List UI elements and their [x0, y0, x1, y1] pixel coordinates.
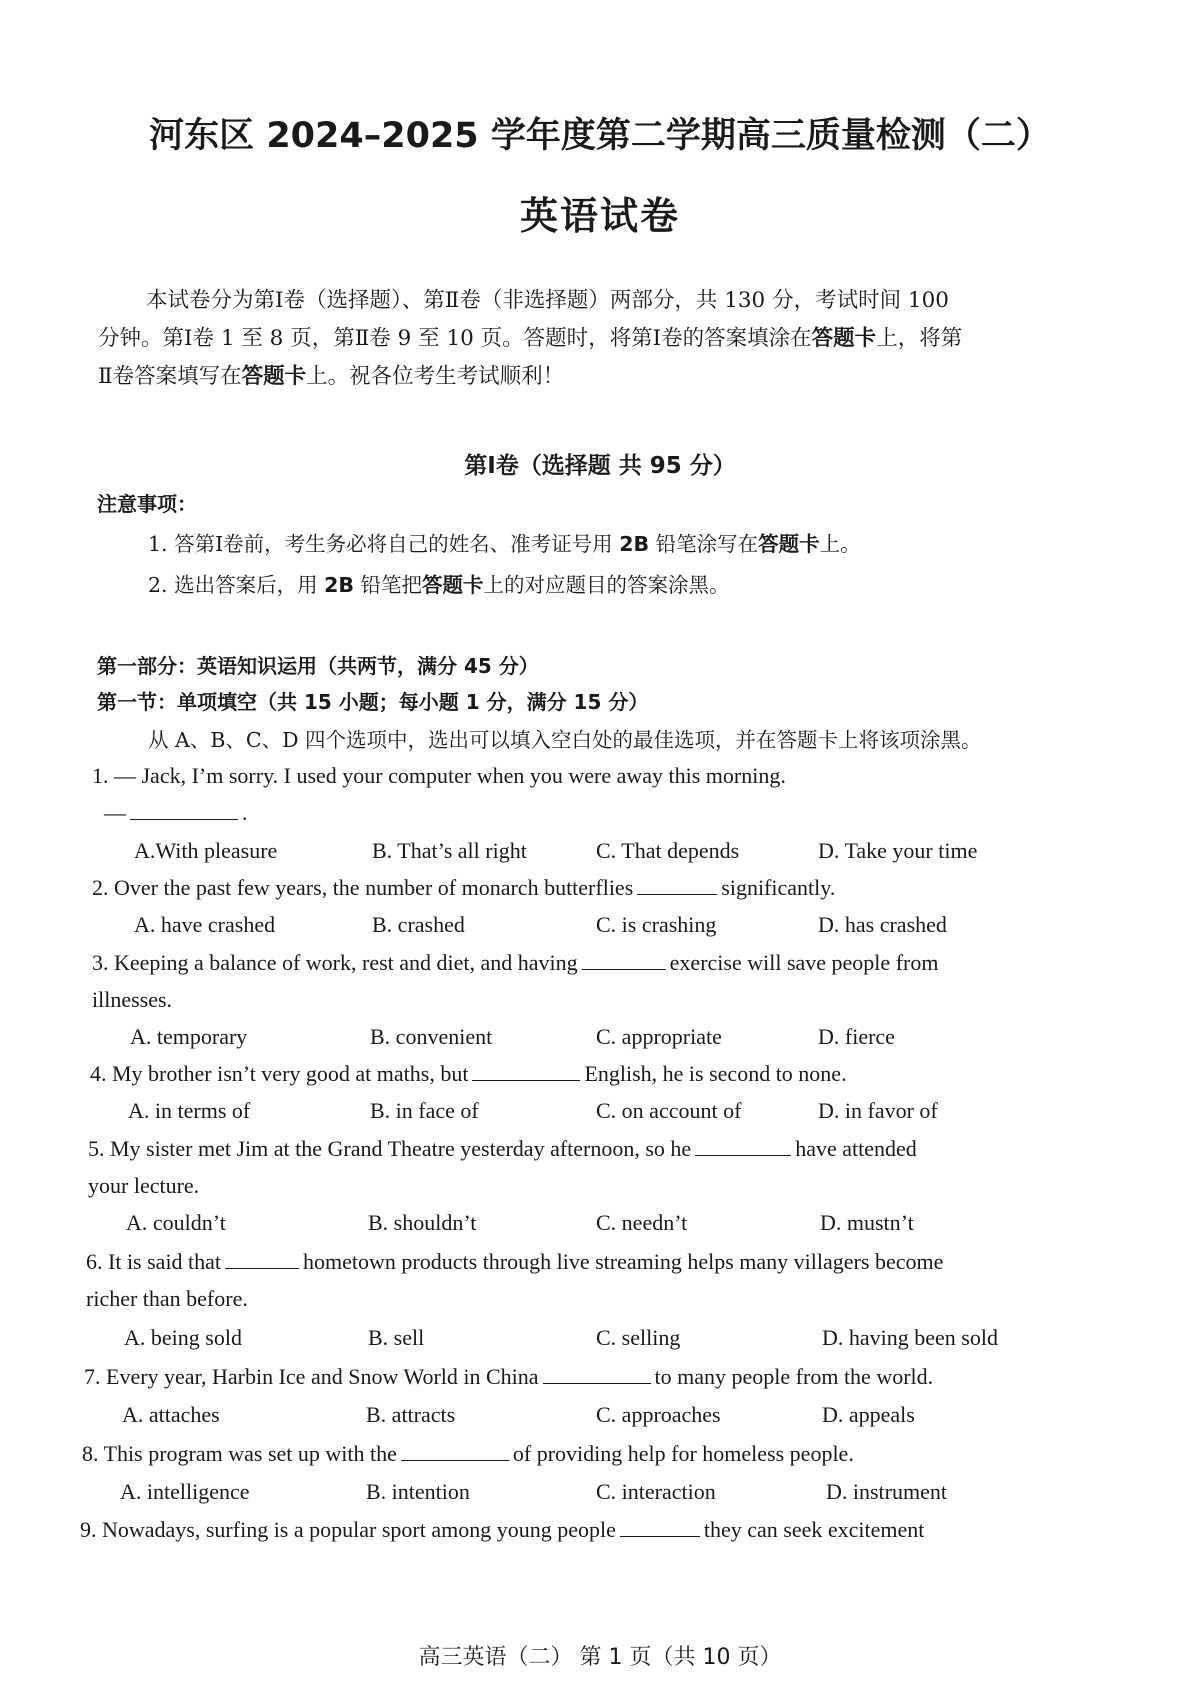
question-5-stem — [88, 1136, 917, 1162]
notice-bold: 2B — [619, 532, 650, 556]
answer-blank — [472, 1062, 580, 1081]
question-1-response — [104, 800, 248, 826]
notice-item-1 — [148, 527, 861, 557]
option-b: B. attracts — [366, 1402, 456, 1427]
option-a: A.With pleasure — [134, 838, 278, 863]
question-3-stem — [92, 950, 938, 976]
answer-blank — [695, 1137, 791, 1156]
option-a: A. temporary — [130, 1024, 248, 1049]
option-a: A. attaches — [122, 1402, 220, 1427]
answer-blank — [620, 1518, 700, 1537]
option-b: B. convenient — [370, 1024, 493, 1049]
intro-line-3 — [98, 358, 1108, 396]
option-a: A. in terms of — [128, 1098, 251, 1123]
notice-bold: 答题卡 — [422, 573, 484, 597]
option-b: B. crashed — [372, 912, 465, 937]
option-a: A. intelligence — [120, 1479, 250, 1504]
stem-text: English, he is second to none. — [584, 1061, 847, 1086]
stem-text: hometown products through live streaming helps many villagers become — [303, 1249, 944, 1274]
stem-text: have attended — [795, 1136, 917, 1161]
notice-text: 1. 答第Ⅰ卷前，考生务必将自己的姓名、准考证号用 — [148, 532, 620, 556]
question-4-stem — [90, 1061, 847, 1087]
instruction: 从 A、B、C、D 四个选项中，选出可以填入空白处的最佳选项，并在答题卡上将该项涂黑。 — [148, 728, 982, 752]
question-1-stem: 1. — Jack, I’m sorry. I used your computer when you were away this morning. — [92, 763, 786, 788]
stem-text: to many people from the world. — [654, 1364, 934, 1389]
option-c: C. selling — [596, 1325, 681, 1350]
period: . — [242, 800, 248, 825]
option-c: C. interaction — [596, 1479, 716, 1504]
option-a: A. have crashed — [134, 912, 276, 937]
notice-text: 2. 选出答案后，用 — [148, 573, 325, 597]
page-footer: 高三英语（二） 第 1 页（共 10 页） — [418, 1645, 782, 1670]
intro-text: 上，将第 — [876, 326, 963, 351]
stem-text: 3. Keeping a balance of work, rest and diet, and having — [92, 950, 578, 975]
option-d: D. in favor of — [818, 1098, 938, 1123]
answer-blank — [582, 951, 666, 970]
question-6-stem — [86, 1249, 943, 1275]
option-c: C. approaches — [596, 1402, 721, 1427]
notice-item-2 — [148, 568, 730, 598]
option-b: B. intention — [366, 1479, 470, 1504]
question-3-stem-cont: illnesses. — [92, 987, 173, 1012]
intro-bold-answer-card: 答题卡 — [811, 326, 877, 351]
option-c: C. That depends — [596, 838, 740, 863]
question-9-stem — [80, 1517, 924, 1543]
intro-line-1: 本试卷分为第Ⅰ卷（选择题）、第Ⅱ卷（非选择题）两部分，共 130 分，考试时间 100 — [146, 288, 949, 313]
option-b: B. That’s all right — [372, 838, 527, 863]
stem-text: 8. This program was set up with the — [82, 1441, 397, 1466]
question-6-stem-cont: richer than before. — [86, 1286, 248, 1311]
notice-text: 铅笔涂写在 — [649, 532, 759, 556]
option-a: A. couldn’t — [126, 1210, 226, 1235]
answer-blank — [543, 1365, 651, 1384]
notice-bold: 答题卡 — [758, 532, 820, 556]
option-d: D. having been sold — [822, 1325, 998, 1350]
answer-blank — [225, 1250, 299, 1269]
answer-blank — [130, 801, 238, 820]
option-d: D. has crashed — [818, 912, 947, 937]
answer-blank — [637, 876, 717, 895]
stem-text: 7. Every year, Harbin Ice and Snow World in China — [84, 1364, 539, 1389]
option-c: C. appropriate — [596, 1024, 722, 1049]
intro-paragraph — [98, 282, 1108, 396]
stem-text: 9. Nowadays, surfing is a popular sport among young people — [80, 1517, 616, 1542]
option-c: C. needn’t — [596, 1210, 688, 1235]
option-c: C. on account of — [596, 1098, 742, 1123]
stem-text: exercise will save people from — [669, 950, 939, 975]
notice-text: 铅笔把 — [353, 573, 423, 597]
section-heading: 第一节：单项填空（共 15 小题；每小题 1 分，满分 15 分） — [97, 690, 649, 714]
question-2-stem — [92, 875, 835, 901]
question-8-stem — [82, 1441, 854, 1467]
option-b: B. in face of — [370, 1098, 479, 1123]
part-heading: 第一部分：英语知识运用（共两节，满分 45 分） — [97, 654, 539, 678]
question-5-stem-cont: your lecture. — [88, 1173, 200, 1198]
intro-text: 分钟。第Ⅰ卷 1 至 8 页，第Ⅱ卷 9 至 10 页。答题时，将第Ⅰ卷的答案填涂在 — [98, 326, 812, 351]
stem-text: significantly. — [721, 875, 836, 900]
stem-text: they can seek excitement — [703, 1517, 925, 1542]
stem-text: 5. My sister met Jim at the Grand Theatre yesterday afternoon, so he — [88, 1136, 692, 1161]
answer-blank — [401, 1442, 509, 1461]
dash: — — [104, 800, 126, 825]
notice-text: 上。 — [819, 532, 861, 556]
notice-text: 上的对应题目的答案涂黑。 — [483, 573, 730, 597]
notice-heading: 注意事项： — [97, 492, 197, 516]
option-d: D. Take your time — [818, 838, 978, 863]
intro-text: 上。祝各位考生考试顺利！ — [306, 364, 565, 389]
stem-text: 2. Over the past few years, the number of monarch butterflies — [92, 875, 634, 900]
intro-text: Ⅱ卷答案填写在 — [98, 364, 242, 389]
question-7-stem — [84, 1364, 933, 1390]
option-a: A. being sold — [124, 1325, 242, 1350]
intro-bold-answer-card: 答题卡 — [241, 364, 307, 389]
option-d: D. instrument — [826, 1479, 947, 1504]
notice-bold: 2B — [324, 573, 354, 597]
exam-subtitle: 英语试卷 — [519, 194, 680, 238]
section-title: 第Ⅰ卷（选择题 共 95 分） — [464, 453, 736, 479]
stem-text: 6. It is said that — [86, 1249, 222, 1274]
option-d: D. mustn’t — [820, 1210, 914, 1235]
stem-text: of providing help for homeless people. — [512, 1441, 854, 1466]
option-b: B. sell — [368, 1325, 425, 1350]
option-c: C. is crashing — [596, 912, 717, 937]
exam-title: 河东区 2024–2025 学年度第二学期高三质量检测（二） — [149, 116, 1051, 156]
stem-text: 4. My brother isn’t very good at maths, but — [90, 1061, 469, 1086]
option-d: D. appeals — [822, 1402, 915, 1427]
option-d: D. fierce — [818, 1024, 895, 1049]
intro-line-2 — [98, 320, 1108, 358]
option-b: B. shouldn’t — [368, 1210, 477, 1235]
